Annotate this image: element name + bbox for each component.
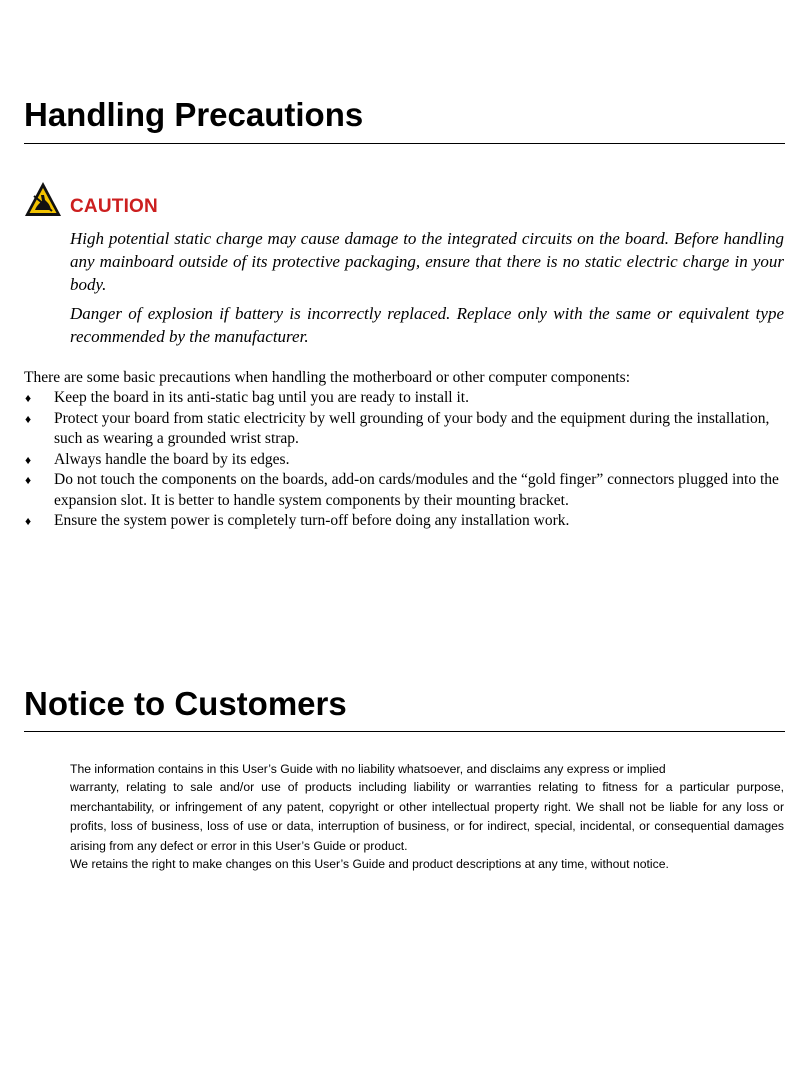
list-item-text: Always handle the board by its edges. xyxy=(54,450,290,468)
list-item-text: Keep the board in its anti-static bag until you are ready to install it. xyxy=(54,389,469,406)
diamond-bullet-icon: ♦ xyxy=(25,452,32,467)
diamond-bullet-icon: ♦ xyxy=(25,473,32,487)
list-item xyxy=(24,511,784,532)
caution-paragraph-battery: Danger of explosion if battery is incorrectly replaced. Replace only with the same or equivalent type recommended by the manufacturer. xyxy=(70,304,784,346)
diamond-bullet-icon: ♦ xyxy=(25,391,32,405)
list-item xyxy=(24,388,784,409)
notice-paragraph-first-line: The information contains in this User’s Guide with no liability whatsoever, and disclaims any express or implied xyxy=(70,762,666,776)
heading-rule xyxy=(24,143,785,144)
heading-rule xyxy=(24,731,785,732)
esd-warning-triangle-icon xyxy=(24,181,62,217)
list-item xyxy=(24,470,784,511)
diamond-bullet-icon: ♦ xyxy=(25,411,32,426)
notice-paragraph-changes: We retains the right to make changes on this User’s Guide and product descriptions at any time, without notice. xyxy=(70,857,669,871)
diamond-bullet-icon: ♦ xyxy=(25,514,32,528)
precautions-intro: There are some basic precautions when handling the motherboard or other computer components: xyxy=(24,369,631,386)
list-item xyxy=(24,450,784,471)
list-item-text: Protect your board from static electricity by well grounding of your body and the equipment during the installation, such as wearing a grounded wrist strap. xyxy=(54,409,770,447)
handling-precautions-heading: Handling Precautions xyxy=(24,96,364,133)
list-item-text: Do not touch the components on the boards, add-on cards/modules and the “gold finger” connectors plugged into the expansion slot. It is better to handle system components by their mounting bracket. xyxy=(54,471,779,509)
caution-banner xyxy=(24,181,224,221)
caution-label: CAUTION xyxy=(70,196,158,217)
list-item-text: Ensure the system power is completely turn-off before doing any installation work. xyxy=(54,512,570,529)
caution-paragraph-static: High potential static charge may cause damage to the integrated circuits on the board. Before handling any mainboard outside of its protective packaging, ensure that there is no static electric charge in your body. xyxy=(70,229,784,294)
list-item xyxy=(24,409,784,450)
notice-to-customers-heading: Notice to Customers xyxy=(24,685,347,722)
notice-paragraph-liability: warranty, relating to sale and/or use of products including liability or warranties relating to fitness for a particular purpose, merchantability, or infringement of any patent, copyright or other intellectual property right. We shall not be liable for any loss or profits, loss of business, loss of use or data, interruption of business, or for indirect, special, incidental, or consequential damages arising from any defect or error in this User’s Guide or product. xyxy=(70,780,784,853)
precautions-list xyxy=(24,388,784,532)
